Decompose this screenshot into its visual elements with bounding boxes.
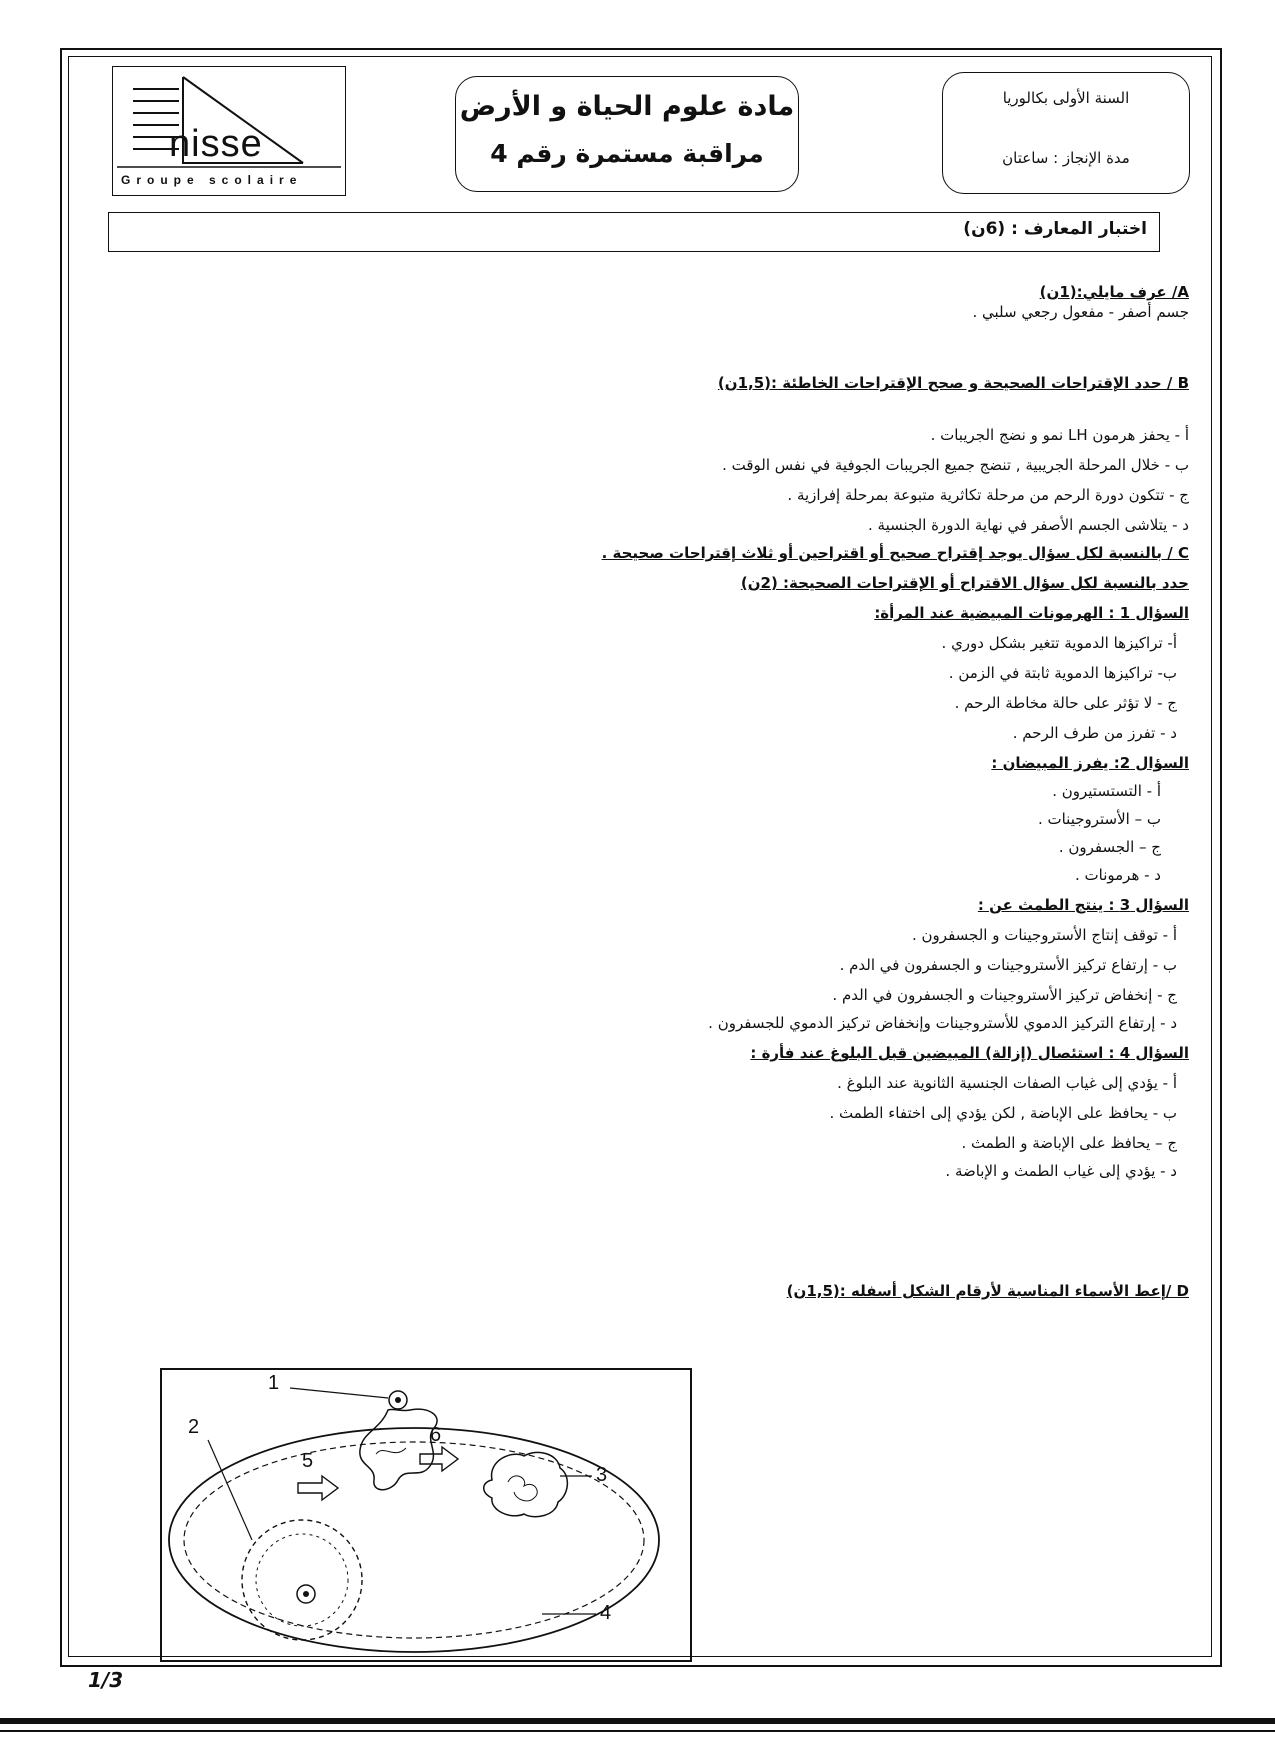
part-b-item: د - يتلاشى الجسم الأصفر في نهاية الدورة الجنسية .: [867, 516, 1189, 534]
exam-title-box: [455, 76, 799, 192]
diagram-label-1: 1: [268, 1372, 280, 1394]
question-option: أ - التستستيرون .: [1052, 782, 1161, 800]
subject-title: مادة علوم الحياة و الأرض: [459, 91, 795, 122]
ovary-follicle-diagram: [160, 1368, 692, 1662]
question-option: د - تفرز من طرف الرحم .: [1012, 724, 1177, 742]
part-b-item: أ - يحفز هرمون LH نمو و نضج الجريبات .: [930, 426, 1189, 444]
question-2: السؤال 2: يفرز المبيضان :: [991, 754, 1189, 772]
question-option: أ - يؤدي إلى غياب الصفات الجنسية الثانوية عند البلوغ .: [837, 1074, 1177, 1092]
part-d-title: D /إعط الأسماء المناسبة لأرقام الشكل أسفله :(1,5ن): [786, 1282, 1189, 1300]
bottom-rule: [0, 1718, 1275, 1724]
exam-number: مراقبة مستمرة رقم 4: [490, 139, 764, 168]
part-b-item: ب - خلال المرحلة الجريبية , تنضج جميع الجريبات الجوفية في نفس الوقت .: [722, 456, 1189, 474]
school-logo: [112, 66, 346, 196]
logo-name: nisse: [169, 123, 263, 165]
part-a-title: A/ عرف مايلي:(1ن): [1039, 283, 1189, 301]
question-option: د - هرمونات .: [1074, 866, 1161, 884]
question-4: السؤال 4 : استئصال (إزالة) المبيضين قبل البلوغ عند فأرة :: [750, 1044, 1189, 1062]
part-c-title: C / بالنسبة لكل سؤال يوجد إقتراح صحيح أو اقتراحين أو ثلاث إقتراحات صحيحة .: [601, 544, 1189, 562]
part-b-title: B / حدد الإقتراحات الصحيحة و صحح الإقتراحات الخاطئة :(1,5ن): [717, 374, 1189, 392]
diagram-label-2: 2: [188, 1416, 200, 1438]
part-b-item: ج - تتكون دورة الرحم من مرحلة تكاثرية متبوعة بمرحلة إفرازية .: [787, 486, 1189, 504]
question-option: د - يؤدي إلى غياب الطمث و الإباضة .: [945, 1162, 1177, 1180]
question-option: ب - يحافظ على الإباضة , لكن يؤدي إلى اختفاء الطمث .: [829, 1104, 1177, 1122]
part-c-instruction: حدد بالنسبة لكل سؤال الاقتراح أو الإقتراحات الصحيحة: (2ن): [740, 574, 1189, 592]
question-option: د - إرتفاع التركيز الدموي للأستروجينات وإنخفاض تركيز الدموي للجسفرون .: [708, 1014, 1177, 1032]
question-3: السؤال 3 : ينتج الطمث عن :: [977, 896, 1189, 914]
question-option: ج - إنخفاض تركيز الأستروجينات و الجسفرون في الدم .: [832, 986, 1177, 1004]
diagram-label-5: 5: [302, 1450, 314, 1472]
duration-label: مدة الإنجاز : ساعتان: [1002, 149, 1130, 167]
page-number: 1/3: [88, 1668, 124, 1692]
logo-subtitle: Groupe scolaire: [121, 173, 303, 187]
question-option: أ- تراكيزها الدموية تتغير بشكل دوري .: [941, 634, 1177, 652]
diagram-label-6: 6: [430, 1424, 442, 1446]
question-1: السؤال 1 : الهرمونات المبيضية عند المرأة:: [874, 604, 1189, 622]
level-label: السنة الأولى بكالوريا: [1002, 89, 1130, 107]
section-title-bar: [108, 212, 1160, 252]
question-option: ج – الجسفرون .: [1058, 838, 1161, 856]
question-option: أ - توقف إنتاج الأستروجينات و الجسفرون .: [912, 926, 1177, 944]
exam-info-box: [942, 72, 1190, 194]
diagram-label-4: 4: [600, 1602, 612, 1624]
question-option: ج - لا تؤثر على حالة مخاطة الرحم .: [954, 694, 1177, 712]
question-option: ب – الأستروجينات .: [1037, 810, 1161, 828]
question-option: ج – يحافظ على الإباضة و الطمث .: [961, 1134, 1177, 1152]
diagram-label-3: 3: [596, 1464, 608, 1486]
section-title: اختبار المعارف : (6ن): [963, 219, 1147, 239]
part-a-terms: جسم أصفر - مفعول رجعي سلبي .: [972, 303, 1189, 321]
question-option: ب - إرتفاع تركيز الأستروجينات و الجسفرون في الدم .: [839, 956, 1177, 974]
bottom-rule-thin: [0, 1730, 1275, 1732]
question-option: ب- تراكيزها الدموية ثابتة في الزمن .: [948, 664, 1177, 682]
